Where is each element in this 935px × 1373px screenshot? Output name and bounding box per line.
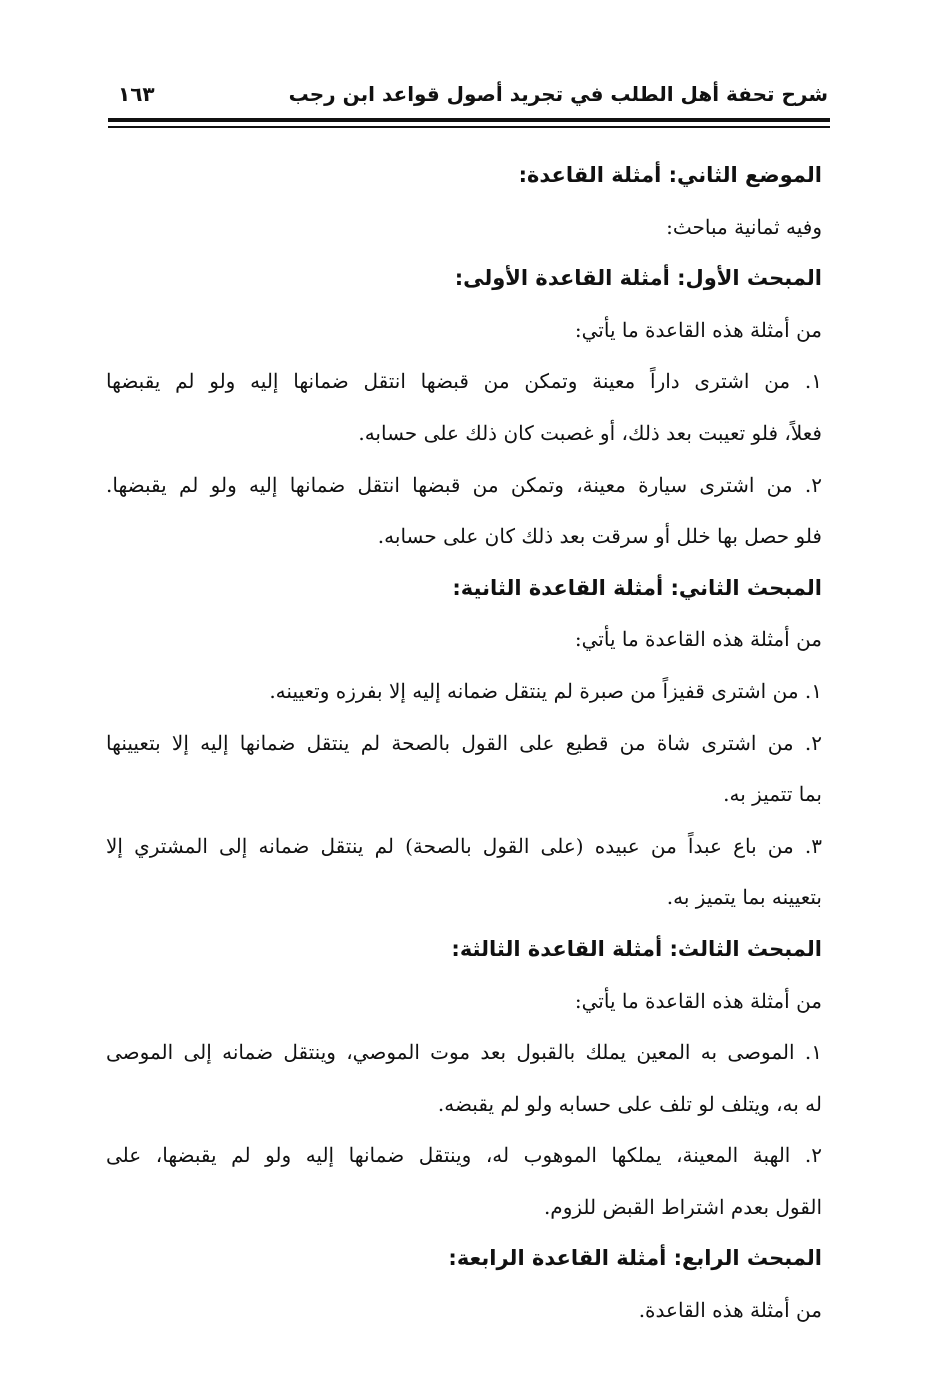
running-header	[110, 78, 828, 112]
section-heading: المبحث الرابع: أمثلة القاعدة الرابعة:	[448, 1246, 822, 1271]
text-line: ١. الموصى به المعين يملك بالقبول بعد موت الموصي، وينتقل ضمانه إلى الموصى	[106, 1040, 822, 1065]
body-text	[106, 150, 822, 1337]
text-line: بما تتميز به.	[723, 782, 822, 807]
page-number: ١٦٣	[118, 82, 155, 106]
text-line: وفيه ثمانية مباحث:	[666, 214, 822, 239]
text-line: فلو حصل بها خلل أو سرقت بعد ذلك كان على حسابه.	[377, 524, 822, 549]
section-heading: المبحث الثاني: أمثلة القاعدة الثانية:	[452, 575, 822, 600]
text-line: القول بعدم اشتراط القبض للزوم.	[543, 1194, 822, 1219]
text-line: فعلاً، فلو تعيبت بعد ذلك، أو غصبت كان ذلك على حسابه.	[358, 420, 822, 445]
text-line: من أمثلة هذه القاعدة.	[638, 1298, 822, 1323]
text-line: من أمثلة هذه القاعدة ما يأتي:	[574, 627, 822, 652]
text-line: ٣. من باع عبداً من عبيده (على القول بالصحة) لم ينتقل ضمانه إلى المشتري إلا	[106, 833, 822, 858]
text-line: ٢. من اشترى شاة من قطيع على القول بالصحة لم ينتقل ضمانها إليه إلا بتعيينها	[106, 730, 822, 755]
text-line: ١. من اشترى قفيزاً من صبرة لم ينتقل ضمانه إليه إلا بفرزه وتعيينه.	[269, 678, 822, 703]
section-heading: المبحث الثالث: أمثلة القاعدة الثالثة:	[451, 936, 822, 961]
header-rule-thin	[108, 126, 830, 128]
text-line: ٢. الهبة المعينة، يملكها الموهوب له، وينتقل ضمانها إليه ولو لم يقبضها، على	[106, 1143, 822, 1168]
text-line: له به، ويتلف لو تلف على حسابه ولو لم يقبضه.	[437, 1091, 822, 1116]
section-heading: الموضع الثاني: أمثلة القاعدة:	[518, 163, 822, 187]
header-title: شرح تحفة أهل الطلب في تجريد أصول قواعد ابن رجب	[288, 82, 828, 106]
text-line: ٢. من اشترى سيارة معينة، وتمكن من قبضها انتقل ضمانها إليه ولو لم يقبضها.	[106, 472, 822, 497]
section-heading: المبحث الأول: أمثلة القاعدة الأولى:	[454, 266, 822, 291]
text-line: بتعيينه بما يتميز به.	[666, 885, 822, 910]
header-rule-thick	[108, 118, 830, 122]
text-line: من أمثلة هذه القاعدة ما يأتي:	[574, 988, 822, 1013]
text-line: من أمثلة هذه القاعدة ما يأتي:	[574, 317, 822, 342]
text-line: ١. من اشترى داراً معينة وتمكن من قبضها انتقل ضمانها إليه ولو لم يقبضها	[106, 369, 822, 394]
